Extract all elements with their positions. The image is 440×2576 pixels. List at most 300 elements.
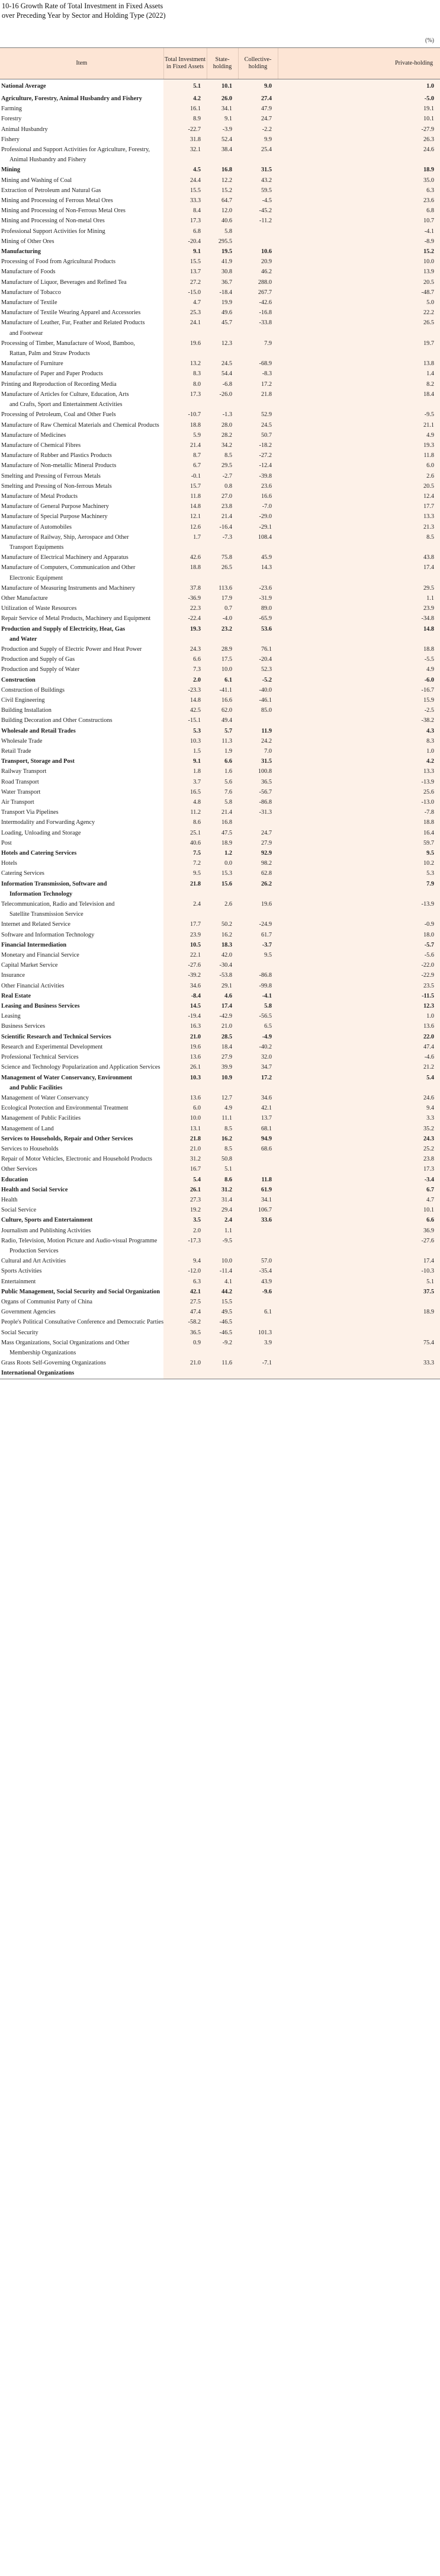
row-label-line: Transport Via Pipelines: [1, 809, 59, 816]
value-private-holding: 12.3: [278, 1001, 440, 1011]
value-total: 27.5: [163, 1297, 207, 1307]
table-row: [0, 919, 440, 929]
value-private-holding: -5.7: [278, 940, 440, 950]
row-label-line: Intermodality and Forwarding Agency: [1, 819, 95, 826]
row-label-line: Printing and Reproduction of Recording Media: [1, 381, 117, 388]
value-collective-holding: -24.9: [238, 919, 278, 929]
value-collective-holding: -42.6: [238, 298, 278, 308]
row-label: [0, 1266, 163, 1276]
row-label: [0, 1164, 163, 1174]
row-label-line: Software and Information Technology: [1, 931, 95, 938]
value-collective-holding: 33.6: [238, 1215, 278, 1225]
value-collective-holding: 68.6: [238, 1144, 278, 1154]
value-private-holding: -48.7: [278, 287, 440, 298]
value-collective-holding: 17.2: [238, 379, 278, 389]
value-collective-holding: -68.9: [238, 359, 278, 369]
value-private-holding: 15.9: [278, 695, 440, 705]
value-total: 21.0: [163, 1358, 207, 1368]
value-collective-holding: 5.8: [238, 1001, 278, 1011]
row-label: [0, 277, 163, 287]
value-private-holding: -38.2: [278, 715, 440, 726]
table-row: [0, 562, 440, 583]
value-collective-holding: 46.2: [238, 267, 278, 277]
value-total: 13.7: [163, 267, 207, 277]
value-collective-holding: 34.7: [238, 1062, 278, 1072]
table-row: [0, 410, 440, 420]
value-state-holding: 5.8: [207, 797, 238, 807]
value-collective-holding: 45.9: [238, 552, 278, 562]
value-collective-holding: 76.1: [238, 644, 278, 654]
value-collective-holding: 42.1: [238, 1103, 278, 1113]
row-label: [0, 522, 163, 532]
value-state-holding: 41.9: [207, 257, 238, 267]
row-label-line: Other Services: [1, 1166, 37, 1173]
value-collective-holding: -7.0: [238, 501, 278, 512]
row-label-line: Transport Equipments: [9, 544, 64, 551]
table-row: [0, 389, 440, 410]
value-private-holding: 18.8: [278, 817, 440, 827]
value-total: 31.8: [163, 135, 207, 145]
value-state-holding: -11.4: [207, 1266, 238, 1276]
value-state-holding: 10.0: [207, 664, 238, 675]
value-private-holding: -2.5: [278, 705, 440, 715]
value-private-holding: 5.3: [278, 868, 440, 878]
value-state-holding: 38.4: [207, 145, 238, 165]
value-collective-holding: 6.5: [238, 1021, 278, 1031]
table-row: [0, 440, 440, 450]
value-total: 10.3: [163, 736, 207, 746]
value-private-holding: 22.2: [278, 308, 440, 318]
unit-label: (%): [425, 37, 434, 44]
row-label-line: Leasing and Business Services: [1, 1003, 80, 1010]
value-collective-holding: 47.9: [238, 104, 278, 114]
value-private-holding: 8.3: [278, 736, 440, 746]
value-private-holding: 6.7: [278, 1185, 440, 1195]
table-row: [0, 257, 440, 267]
row-label: [0, 1062, 163, 1072]
row-label: [0, 848, 163, 858]
row-label: [0, 879, 163, 899]
value-total: 14.5: [163, 1001, 207, 1011]
row-label: [0, 838, 163, 848]
row-label: [0, 1368, 163, 1379]
row-label: [0, 1317, 163, 1327]
row-label: [0, 94, 163, 104]
value-total: 9.1: [163, 247, 207, 257]
value-total: 40.6: [163, 838, 207, 848]
row-label: [0, 583, 163, 593]
value-private-holding: 13.8: [278, 359, 440, 369]
table-row: [0, 135, 440, 145]
value-total: 27.2: [163, 277, 207, 287]
value-state-holding: 52.4: [207, 135, 238, 145]
value-total: 8.0: [163, 379, 207, 389]
value-private-holding: -5.6: [278, 950, 440, 960]
value-collective-holding: 98.2: [238, 858, 278, 868]
row-label: [0, 359, 163, 369]
value-total: -19.4: [163, 1011, 207, 1021]
value-collective-holding: 9.5: [238, 950, 278, 960]
value-total: -15.0: [163, 287, 207, 298]
table-row: [0, 664, 440, 675]
value-state-holding: 10.1: [207, 79, 238, 94]
row-label: [0, 1103, 163, 1113]
value-collective-holding: -11.2: [238, 216, 278, 226]
row-label-line: Grass Roots Self-Governing Organizations: [1, 1360, 106, 1367]
value-private-holding: 9.4: [278, 1103, 440, 1113]
value-total: 4.7: [163, 298, 207, 308]
value-collective-holding: 53.6: [238, 624, 278, 644]
value-private-holding: -16.7: [278, 685, 440, 695]
table-row: [0, 175, 440, 186]
row-label: [0, 410, 163, 420]
value-private-holding: 4.3: [278, 726, 440, 736]
value-total: 3.5: [163, 1215, 207, 1225]
value-total: 17.3: [163, 216, 207, 226]
value-state-holding: 5.6: [207, 777, 238, 787]
value-collective-holding: 17.2: [238, 1073, 278, 1093]
value-collective-holding: [238, 226, 278, 236]
value-collective-holding: -5.2: [238, 675, 278, 685]
table-row: [0, 277, 440, 287]
row-label-line: Manufacture of Measuring Instruments and Machinery: [1, 584, 136, 592]
value-total: 24.3: [163, 644, 207, 654]
row-label-line: Manufacture of Metal Products: [1, 493, 78, 500]
table-row: [0, 552, 440, 562]
row-label: [0, 603, 163, 613]
value-state-holding: 10.9: [207, 1073, 238, 1093]
value-collective-holding: [238, 1226, 278, 1236]
value-private-holding: 16.4: [278, 828, 440, 838]
table-row: [0, 430, 440, 440]
row-label: [0, 450, 163, 461]
value-collective-holding: 26.2: [238, 879, 278, 899]
value-state-holding: -7.3: [207, 532, 238, 552]
value-total: 13.6: [163, 1093, 207, 1103]
row-label-line: Mining and Processing of Non-Ferrous Metal Ores: [1, 207, 126, 215]
value-private-holding: 24.3: [278, 1134, 440, 1144]
row-label-line: Management of Land: [1, 1125, 54, 1132]
table-row: [0, 1073, 440, 1093]
value-state-holding: 8.5: [207, 1144, 238, 1154]
value-state-holding: -46.5: [207, 1317, 238, 1327]
row-label: [0, 491, 163, 501]
value-total: 17.7: [163, 919, 207, 929]
table-row: [0, 369, 440, 379]
value-collective-holding: -65.9: [238, 613, 278, 624]
row-label-line: Catering Services: [1, 870, 44, 877]
value-private-holding: -10.3: [278, 1266, 440, 1276]
row-label: [0, 644, 163, 654]
table-row: [0, 868, 440, 878]
value-total: 8.9: [163, 114, 207, 124]
row-label: [0, 145, 163, 165]
value-state-holding: 47.5: [207, 828, 238, 838]
value-private-holding: 3.3: [278, 1113, 440, 1123]
value-total: 7.5: [163, 848, 207, 858]
table-row: [0, 899, 440, 919]
value-private-holding: 10.1: [278, 1205, 440, 1215]
title-line-2: over Preceding Year by Sector and Holding Type (2022): [2, 11, 166, 20]
header-item: Item: [0, 48, 163, 79]
value-total: 42.1: [163, 1287, 207, 1297]
table-row: [0, 1205, 440, 1215]
table-row: [0, 338, 440, 359]
value-private-holding: 9.5: [278, 848, 440, 858]
value-private-holding: 25.6: [278, 787, 440, 797]
value-collective-holding: 68.1: [238, 1124, 278, 1134]
table-row: [0, 695, 440, 705]
row-label-line: Manufacture of General Purpose Machinery: [1, 503, 109, 510]
value-collective-holding: 100.8: [238, 766, 278, 776]
value-collective-holding: -31.9: [238, 593, 278, 603]
row-label-line: Manufacture of Furniture: [1, 360, 63, 367]
value-state-holding: 11.6: [207, 1358, 238, 1368]
value-private-holding: 18.4: [278, 389, 440, 410]
row-label-line: Manufacture of Liquor, Beverages and Refined Tea: [1, 279, 127, 286]
row-label-line: Ecological Protection and Environmental Treatment: [1, 1105, 129, 1112]
row-label: [0, 899, 163, 919]
header-total: Total Investment in Fixed Assets: [163, 48, 207, 79]
value-private-holding: -27.6: [278, 1236, 440, 1256]
row-label-line: Processing of Petroleum, Coal and Other Fuels: [1, 411, 116, 418]
row-label: [0, 257, 163, 267]
value-private-holding: -7.8: [278, 807, 440, 817]
value-state-holding: 49.4: [207, 715, 238, 726]
value-total: 12.6: [163, 522, 207, 532]
row-label-line: Manufacture of Raw Chemical Materials and Chemical Products: [1, 421, 159, 429]
row-label-line: Manufacture of Articles for Culture, Education, Arts: [1, 391, 129, 398]
value-total: 19.6: [163, 338, 207, 359]
row-label-line: Hotels: [1, 860, 17, 867]
value-collective-holding: -12.4: [238, 461, 278, 471]
table-row: [0, 1052, 440, 1062]
row-label: [0, 664, 163, 675]
value-state-holding: 62.0: [207, 705, 238, 715]
value-collective-holding: 13.7: [238, 1113, 278, 1123]
value-collective-holding: 52.9: [238, 410, 278, 420]
value-state-holding: 29.1: [207, 981, 238, 991]
table-row: [0, 359, 440, 369]
value-private-holding: 4.7: [278, 1195, 440, 1205]
value-private-holding: 24.6: [278, 1093, 440, 1103]
row-label-line: Services to Households, Repair and Other Services: [1, 1135, 133, 1142]
value-collective-holding: -56.5: [238, 1011, 278, 1021]
table-row: [0, 705, 440, 715]
value-state-holding: -9.5: [207, 1236, 238, 1256]
value-private-holding: [278, 1317, 440, 1327]
row-label-line: Railway Transport: [1, 768, 47, 775]
row-label: [0, 562, 163, 583]
value-collective-holding: 7.9: [238, 338, 278, 359]
value-collective-holding: -4.5: [238, 196, 278, 206]
table-row: [0, 247, 440, 257]
value-collective-holding: 7.0: [238, 746, 278, 756]
value-state-holding: 295.5: [207, 236, 238, 247]
row-label-line: and Water: [9, 635, 37, 643]
value-total: 6.0: [163, 1103, 207, 1113]
value-total: 47.4: [163, 1307, 207, 1317]
value-total: -0.1: [163, 471, 207, 481]
value-state-holding: -18.4: [207, 287, 238, 298]
table-row: [0, 746, 440, 756]
value-total: 21.8: [163, 879, 207, 899]
value-private-holding: -27.9: [278, 124, 440, 135]
value-private-holding: 26.3: [278, 135, 440, 145]
value-private-holding: 19.1: [278, 104, 440, 114]
value-total: 19.3: [163, 624, 207, 644]
value-total: 21.0: [163, 1032, 207, 1042]
row-label: [0, 1185, 163, 1195]
value-total: 13.6: [163, 1052, 207, 1062]
value-private-holding: 4.9: [278, 430, 440, 440]
value-private-holding: 13.6: [278, 1021, 440, 1031]
value-private-holding: 5.4: [278, 1073, 440, 1093]
table-row: [0, 114, 440, 124]
row-label: [0, 1052, 163, 1062]
table-row: [0, 970, 440, 980]
row-label-line: Scientific Research and Technical Services: [1, 1033, 111, 1040]
value-total: 2.0: [163, 675, 207, 685]
row-label-line: Research and Experimental Development: [1, 1043, 103, 1050]
value-collective-holding: 61.7: [238, 930, 278, 940]
value-private-holding: 7.9: [278, 879, 440, 899]
value-collective-holding: [238, 1236, 278, 1256]
value-state-holding: 16.2: [207, 1134, 238, 1144]
value-total: 21.4: [163, 440, 207, 450]
row-label: [0, 186, 163, 196]
value-collective-holding: 106.7: [238, 1205, 278, 1215]
row-label-line: Repair of Motor Vehicles, Electronic and Household Products: [1, 1156, 152, 1163]
value-private-holding: 15.2: [278, 247, 440, 257]
value-collective-holding: 50.7: [238, 430, 278, 440]
value-total: 3.7: [163, 777, 207, 787]
value-private-holding: 10.2: [278, 858, 440, 868]
table-title: [2, 1, 428, 20]
value-state-holding: 8.5: [207, 450, 238, 461]
value-state-holding: 40.6: [207, 216, 238, 226]
value-total: 16.7: [163, 1164, 207, 1174]
row-label-line: Production and Supply of Electric Power and Heat Power: [1, 645, 142, 653]
table-row: [0, 930, 440, 940]
row-label: [0, 1236, 163, 1256]
value-state-holding: 23.2: [207, 624, 238, 644]
row-label-line: Culture, Sports and Entertainment: [1, 1217, 93, 1224]
value-collective-holding: -29.1: [238, 522, 278, 532]
value-private-holding: -5.0: [278, 94, 440, 104]
value-state-holding: 49.6: [207, 308, 238, 318]
row-label: [0, 247, 163, 257]
table-row: [0, 1113, 440, 1123]
value-total: 25.1: [163, 828, 207, 838]
row-label-line: Production and Supply of Water: [1, 666, 80, 673]
value-state-holding: 45.7: [207, 318, 238, 338]
value-private-holding: -6.0: [278, 675, 440, 685]
value-private-holding: 35.2: [278, 1124, 440, 1134]
value-total: 9.4: [163, 1256, 207, 1266]
value-collective-holding: 19.6: [238, 899, 278, 919]
row-label-line: Health: [1, 1196, 18, 1203]
value-collective-holding: -18.2: [238, 440, 278, 450]
table-row: [0, 512, 440, 522]
value-collective-holding: -35.4: [238, 1266, 278, 1276]
table-row: [0, 981, 440, 991]
value-private-holding: 5.0: [278, 298, 440, 308]
value-state-holding: 1.9: [207, 746, 238, 756]
row-label-line: Manufacture of Non-metallic Mineral Products: [1, 462, 117, 469]
value-total: 2.4: [163, 899, 207, 919]
value-total: 1.8: [163, 766, 207, 776]
value-collective-holding: 32.0: [238, 1052, 278, 1062]
value-collective-holding: [238, 1154, 278, 1164]
value-total: 8.4: [163, 206, 207, 216]
value-total: 24.4: [163, 175, 207, 186]
row-label-line: Capital Market Service: [1, 962, 58, 969]
value-state-holding: 16.2: [207, 930, 238, 940]
value-state-holding: 16.8: [207, 165, 238, 175]
table-row: [0, 1236, 440, 1256]
row-label: [0, 756, 163, 766]
value-private-holding: 4.9: [278, 664, 440, 675]
value-private-holding: 10.0: [278, 257, 440, 267]
row-label: [0, 1001, 163, 1011]
table-row: [0, 1368, 440, 1379]
value-collective-holding: 16.6: [238, 491, 278, 501]
table-row: [0, 593, 440, 603]
table-row: [0, 471, 440, 481]
value-total: 18.8: [163, 420, 207, 430]
table-row: [0, 991, 440, 1001]
value-total: 31.2: [163, 1154, 207, 1164]
value-total: -22.4: [163, 613, 207, 624]
value-collective-holding: -56.7: [238, 787, 278, 797]
value-total: 21.8: [163, 1134, 207, 1144]
row-label: [0, 1154, 163, 1164]
value-state-holding: 4.9: [207, 1103, 238, 1113]
row-label-line: Manufacture of Chemical Fibres: [1, 442, 81, 449]
row-label-line: Professional Support Activities for Mining: [1, 228, 105, 235]
value-private-holding: -4.6: [278, 1052, 440, 1062]
value-collective-holding: 23.6: [238, 481, 278, 491]
table-row: [0, 1093, 440, 1103]
value-state-holding: 17.9: [207, 593, 238, 603]
value-private-holding: -5.5: [278, 654, 440, 664]
row-label-line: Manufacture of Textile Wearing Apparel and Accessories: [1, 309, 141, 317]
value-collective-holding: -20.4: [238, 654, 278, 664]
row-label-line: Forestry: [1, 116, 22, 123]
value-state-holding: 1.2: [207, 848, 238, 858]
value-state-holding: 12.7: [207, 1093, 238, 1103]
row-label: [0, 1328, 163, 1338]
value-collective-holding: 288.0: [238, 277, 278, 287]
value-total: 2.0: [163, 1226, 207, 1236]
row-label: [0, 308, 163, 318]
row-label: [0, 726, 163, 736]
value-total: -8.4: [163, 991, 207, 1001]
row-label: [0, 1358, 163, 1368]
value-private-holding: -0.9: [278, 919, 440, 929]
value-total: 6.8: [163, 226, 207, 236]
row-label: [0, 1297, 163, 1307]
row-label-line: Financial Intermediation: [1, 941, 67, 948]
value-state-holding: 31.2: [207, 1185, 238, 1195]
value-total: 10.5: [163, 940, 207, 950]
row-label-line: Management of Water Conservancy: [1, 1094, 89, 1101]
value-private-holding: -4.1: [278, 226, 440, 236]
value-total: 10.0: [163, 1113, 207, 1123]
value-total: 18.8: [163, 562, 207, 583]
value-state-holding: -30.4: [207, 960, 238, 970]
